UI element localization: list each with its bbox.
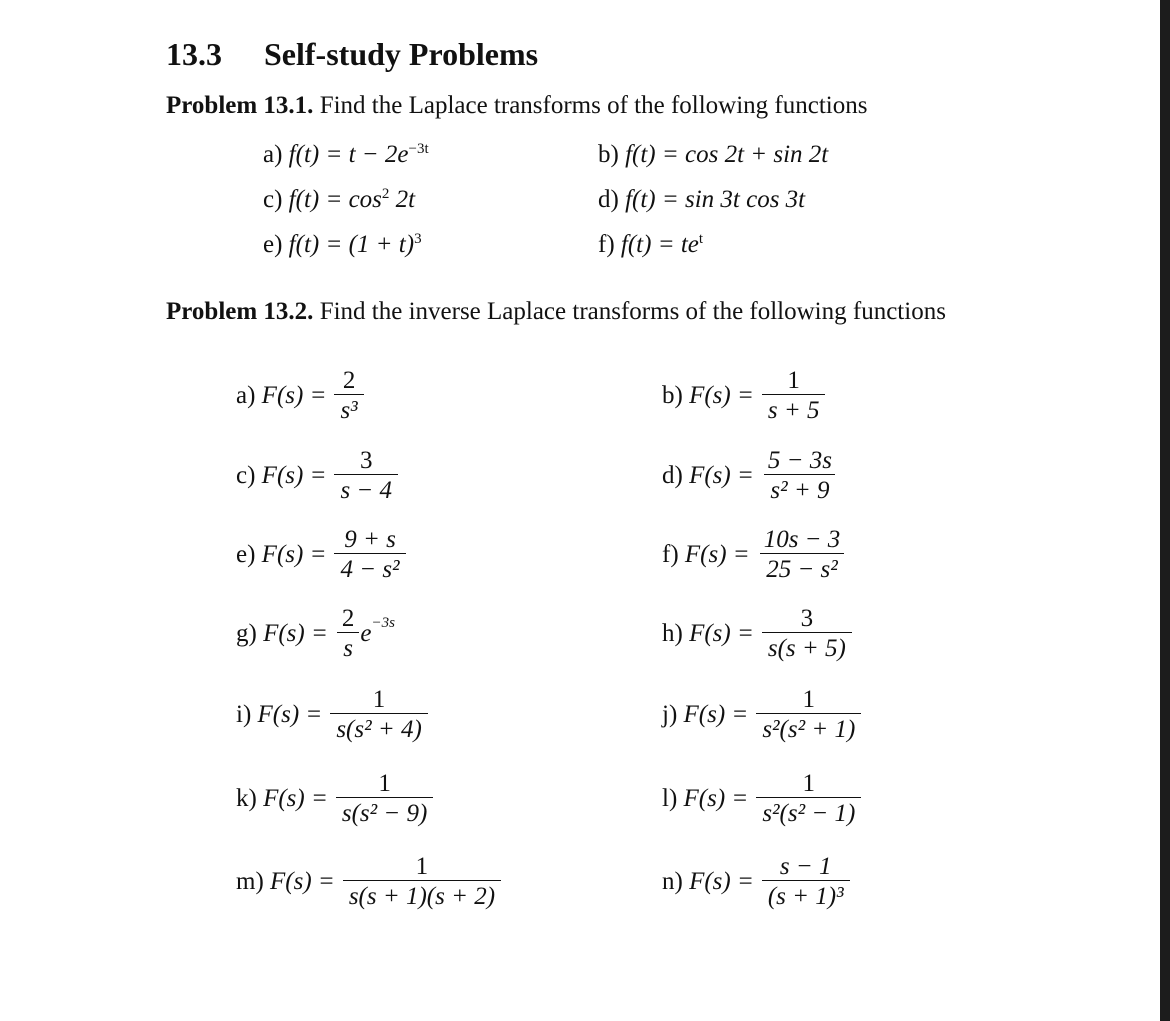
item-lhs: F(s) =: [689, 867, 754, 895]
p2-item-n: [662, 853, 850, 910]
numerator: s − 1: [779, 853, 832, 880]
item-tag: d): [598, 186, 619, 213]
numerator: 1: [787, 367, 800, 394]
item-tag: n): [662, 867, 683, 895]
denominator: s(s + 5): [762, 632, 852, 662]
item-lhs: F(s) =: [684, 540, 750, 568]
numerator: 1: [802, 770, 816, 797]
item-expr: f(t) = t − 2e: [288, 141, 409, 168]
item-tag: c): [236, 461, 256, 489]
item-lhs: F(s) =: [683, 784, 749, 812]
numerator: 9 + s: [344, 526, 396, 553]
numerator: 10s − 3: [763, 526, 841, 553]
p2-item-d: [662, 447, 838, 504]
p2-item-j: [662, 686, 861, 743]
denominator: s − 4: [334, 474, 398, 504]
denominator: s(s² − 9): [336, 797, 433, 827]
problem-13-2-statement: [166, 296, 971, 327]
item-tail: 2t: [389, 186, 416, 213]
exp-sup: −3s: [371, 615, 395, 631]
section-number: 13.3: [166, 36, 222, 72]
item-expr: f(t) = cos: [288, 186, 382, 213]
item-lhs: F(s) =: [261, 461, 327, 489]
fraction: [336, 605, 361, 662]
numerator: 1: [415, 853, 429, 880]
item-lhs: F(s) =: [689, 461, 754, 489]
p2-item-a: [236, 367, 364, 424]
p1-item-f: [598, 230, 703, 260]
p2-item-g: [236, 605, 395, 662]
fraction: [762, 447, 838, 504]
fraction: [762, 605, 852, 662]
p1-item-c: [263, 185, 415, 215]
denominator: 25 − s²: [760, 553, 844, 583]
item-lhs: F(s) =: [257, 700, 323, 728]
p2-item-e: [236, 526, 406, 583]
item-lhs: F(s) =: [689, 381, 754, 409]
fraction: [758, 526, 847, 583]
item-tag: m): [236, 867, 264, 895]
item-sup: 3: [414, 231, 422, 247]
denominator: s²(s² + 1): [756, 713, 861, 743]
item-tag: a): [236, 381, 256, 409]
p2-item-f: [662, 526, 846, 583]
p1-item-b: [598, 140, 828, 170]
denominator: s + 5: [762, 394, 826, 424]
numerator: 2: [341, 605, 355, 632]
p2-item-h: [662, 605, 852, 662]
problem-text: Find the inverse Laplace transforms of the following functions: [319, 298, 946, 325]
fraction: [334, 526, 405, 583]
fraction: [762, 367, 826, 424]
denominator: 4 − s²: [334, 553, 405, 583]
p2-item-b: [662, 367, 825, 424]
fraction: [762, 853, 850, 910]
numerator: 3: [360, 447, 373, 474]
numerator: 1: [378, 770, 391, 797]
item-lhs: F(s) =: [261, 381, 327, 409]
item-tag: j): [662, 700, 678, 728]
fraction: [756, 770, 861, 827]
item-tag: f): [662, 540, 679, 568]
item-tag: c): [263, 186, 283, 213]
numerator: 3: [800, 605, 814, 632]
fraction: [756, 686, 861, 743]
item-tag: i): [236, 700, 252, 728]
fraction: [330, 686, 427, 743]
item-tag: k): [236, 784, 257, 812]
section-title: Self-study Problems: [264, 36, 539, 72]
problem-label: Problem 13.2.: [166, 298, 314, 325]
section-heading: [166, 36, 538, 73]
item-tag: b): [662, 381, 683, 409]
problem-label: Problem 13.1.: [166, 92, 314, 119]
item-tag: h): [662, 619, 683, 647]
problem-13-1-statement: [166, 90, 986, 121]
fraction: [334, 447, 398, 504]
item-tag: f): [598, 231, 615, 258]
item-tag: e): [236, 540, 256, 568]
item-sup: t: [698, 231, 704, 247]
numerator: 2: [342, 367, 356, 394]
denominator: s(s² + 4): [330, 713, 427, 743]
item-expr: f(t) = sin 3t cos 3t: [625, 186, 806, 213]
denominator: s³: [334, 394, 363, 424]
item-tag: l): [662, 784, 678, 812]
p2-item-l: [662, 770, 861, 827]
exp-base: e: [360, 619, 372, 647]
problem-text: Find the Laplace transforms of the following functions: [319, 92, 868, 119]
item-sup: −3t: [408, 141, 429, 157]
p1-item-a: [263, 140, 429, 170]
denominator: s: [337, 632, 359, 662]
item-tag: d): [662, 461, 683, 489]
item-expr: f(t) = (1 + t): [288, 231, 415, 258]
denominator: s² + 9: [764, 474, 835, 504]
item-sup: 2: [381, 186, 390, 202]
p2-item-m: [236, 853, 501, 910]
item-lhs: F(s) =: [683, 700, 749, 728]
item-lhs: F(s) =: [263, 784, 328, 812]
numerator: 5 − 3s: [767, 447, 832, 474]
numerator: 1: [802, 686, 816, 713]
denominator: s(s + 1)(s + 2): [343, 880, 501, 910]
item-lhs: F(s) =: [263, 619, 328, 647]
fraction: [334, 367, 363, 424]
item-lhs: F(s) =: [689, 619, 754, 647]
fraction: [343, 853, 501, 910]
denominator: (s + 1)³: [762, 880, 850, 910]
p2-item-i: [236, 686, 428, 743]
window-edge: [1160, 0, 1170, 1021]
item-tag: a): [263, 141, 283, 168]
item-expr: f(t) = te: [620, 231, 699, 258]
denominator: s²(s² − 1): [756, 797, 861, 827]
p1-item-d: [598, 185, 805, 215]
p1-item-e: [263, 230, 422, 260]
p2-item-k: [236, 770, 433, 827]
item-tag: b): [598, 141, 619, 168]
item-lhs: F(s) =: [261, 540, 327, 568]
item-tag: e): [263, 231, 283, 258]
item-lhs: F(s) =: [270, 867, 335, 895]
fraction: [336, 770, 433, 827]
item-tag: g): [236, 619, 257, 647]
numerator: 1: [372, 686, 386, 713]
item-expr: f(t) = cos 2t + sin 2t: [625, 141, 829, 168]
p2-item-c: [236, 447, 398, 504]
